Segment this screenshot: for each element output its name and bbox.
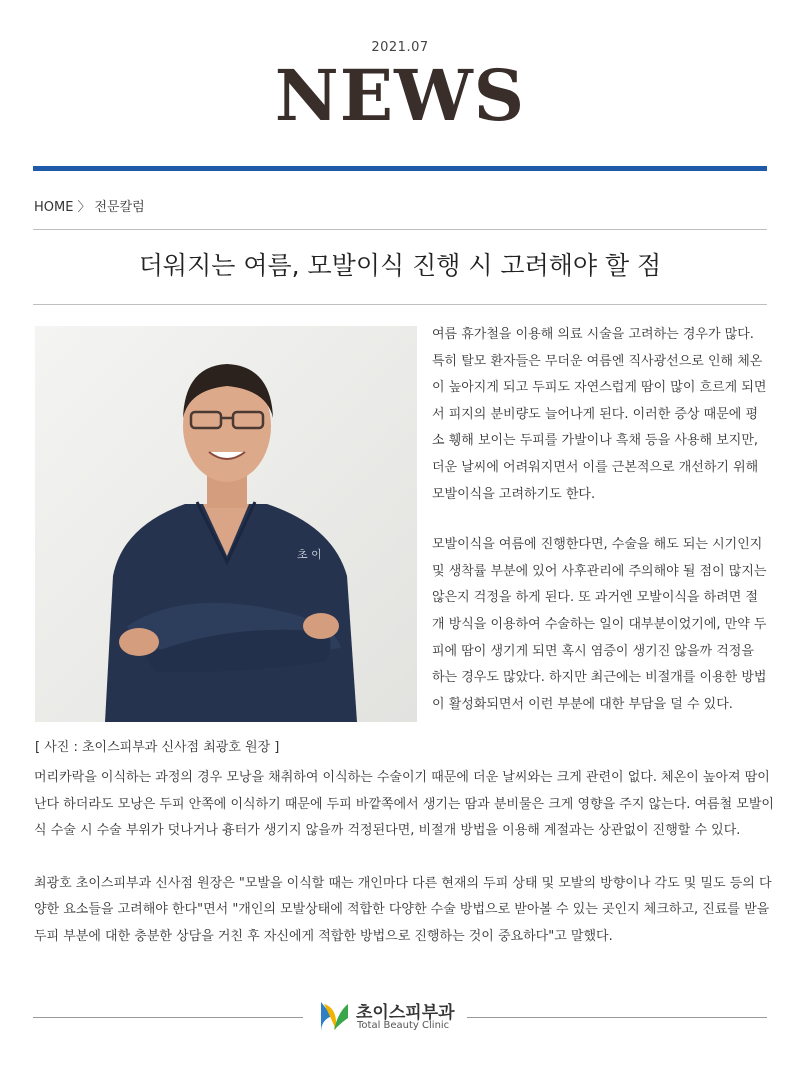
masthead-title: NEWS bbox=[274, 54, 526, 137]
clinic-logo[interactable] bbox=[318, 998, 468, 1038]
headline-top-divider bbox=[33, 229, 767, 230]
breadcrumb bbox=[34, 196, 145, 215]
breadcrumb-current[interactable]: 전문칼럼 bbox=[94, 200, 145, 215]
clinic-logo-tagline: Total Beauty Clinic bbox=[357, 1020, 450, 1031]
breadcrumb-chevron-icon: 〉 bbox=[77, 200, 91, 215]
issue-date: 2021.07 bbox=[371, 40, 429, 55]
footer-right-divider bbox=[467, 1017, 767, 1018]
svg-text:초 이: 초 이 bbox=[297, 548, 322, 561]
article-body bbox=[34, 765, 774, 976]
side-paragraph: 모발이식을 여름에 진행한다면, 수술을 해도 되는 시기인지 및 생착률 부분에 있어 사후관리에 주의해야 될 점이 많지는 않은지 걱정을 하게 된다. 또 과거엔 모발이식을 하려면 절개 방식을 이용하여 수술하는 일이 대부분이었기에, 만약 두피에 땀이 생기게 되면 혹시 염증이 생기진 않을까 걱정을 하는 경우도 많았다. 하지만 최근에는 비절개를 이용한 방법이 활성화되면서 이런 부분에 대한 부담을 덜 수 있다. bbox=[432, 537, 767, 712]
side-paragraph: 여름 휴가철을 이용해 의료 시술을 고려하는 경우가 많다. 특히 탈모 환자들은 무더운 여름엔 직사광선으로 인해 체온이 높아지게 되고 두피도 자연스럽게 땀이 많이 흐르게 되면서 피지의 분비량도 늘어나게 된다. 이러한 증상 때문에 평소 휑해 보이는 두피를 가발이나 흑채 등을 사용해 보지만, 더운 날씨에 어려워지면서 이를 근본적으로 개선하기 위해 모발이식을 고려하기도 한다. bbox=[432, 327, 767, 502]
breadcrumb-home-link[interactable]: HOME bbox=[34, 200, 74, 215]
doctor-portrait-photo bbox=[35, 326, 417, 722]
body-paragraph: 머리카락을 이식하는 과정의 경우 모낭을 채취하여 이식하는 수술이기 때문에 더운 날씨와는 크게 관련이 없다. 체온이 높아져 땀이 난다 하더라도 모낭은 두피 안쪽에 이식하기 때문에 두피 바깥쪽에서 생기는 땀과 분비물은 크게 영향을 주지 않는다. 여름철 모발이식 수술 시 수술 부위가 덧나거나 흉터가 생기지 않을까 걱정된다면, 비절개 방법을 이용해 계절과는 상관없이 진행할 수 있다. bbox=[34, 770, 774, 838]
article-side-column bbox=[432, 322, 770, 742]
clinic-logo-name: 초이스피부과 bbox=[356, 1003, 455, 1023]
photo-caption: [ 사진 : 초이스피부과 신사점 최광호 원장 ] bbox=[35, 740, 280, 755]
headline-bottom-divider bbox=[33, 304, 767, 305]
body-paragraph: 최광호 초이스피부과 신사점 원장은 "모발을 이식할 때는 개인마다 다른 현재의 두피 상태 및 모발의 방향이나 각도 및 밀도 등의 다양한 요소들을 고려해야 한다"면서 "개인의 모발상태에 적합한 다양한 수술 방법으로 받아볼 수 있는 곳인지 체크하고, 진료를 받을 두피 부분에 대한 충분한 상담을 거친 후 자신에게 적합한 방법으로 진행하는 것이 중요하다"고 말했다. bbox=[34, 875, 772, 944]
clinic-logo-icon bbox=[318, 1000, 350, 1034]
masthead-divider bbox=[33, 166, 767, 171]
footer-left-divider bbox=[33, 1017, 303, 1018]
doctor-portrait-illustration bbox=[35, 326, 417, 722]
article-headline: 더워지는 여름, 모발이식 진행 시 고려해야 할 점 bbox=[138, 251, 662, 280]
